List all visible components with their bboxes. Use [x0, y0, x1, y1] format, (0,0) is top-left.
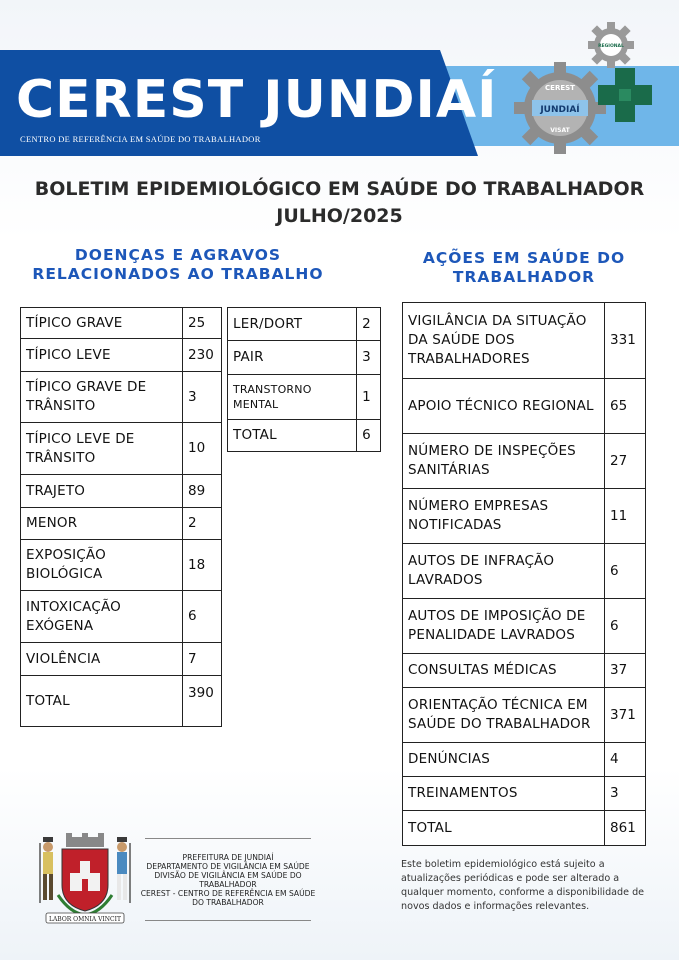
row-value: 230 [183, 339, 222, 372]
table-outros [227, 307, 381, 452]
row-value: 3 [605, 777, 646, 811]
row-value: 3 [183, 372, 222, 423]
table-row-total [403, 811, 646, 846]
table-row [21, 475, 222, 508]
table-row-total [21, 676, 222, 727]
footer-line: DEPARTAMENTO DE VIGILÂNCIA EM SAÚDE [146, 862, 310, 871]
row-value: 6 [605, 599, 646, 654]
table-row [403, 599, 646, 654]
row-label: TOTAL [403, 811, 605, 846]
disclaimer-note: Este boletim epidemiológico está sujeito a atualizações periódicas e pode ser alterado a qualquer momento, conforme a disponibilidade de novos dados e informações relevantes. [401, 859, 645, 912]
footer-line: PREFEITURA DE JUNDIAÍ [182, 853, 274, 862]
row-label: TRANSTORNO MENTAL [228, 375, 357, 420]
right-supporter-icon [117, 837, 130, 903]
row-value: 6 [605, 544, 646, 599]
row-value: 4 [605, 743, 646, 777]
table-row-total [228, 420, 381, 452]
section-title-doencas [20, 246, 336, 284]
table-row [21, 508, 222, 540]
footer-divider-top [145, 838, 311, 839]
table-row [403, 303, 646, 379]
row-label: TRAJETO [21, 475, 183, 508]
regional-label: REGIONAL [598, 44, 624, 49]
gear-bottom-label: VISAT [550, 127, 570, 134]
row-label: VIGILÂNCIA DA SITUAÇÃO DA SAÚDE DOS TRABALHADORES [403, 303, 605, 379]
row-label: INTOXICAÇÃO EXÓGENA [21, 591, 183, 643]
row-label: MENOR [21, 508, 183, 540]
table-row [403, 654, 646, 688]
bulletin-period: JULHO/2025 [276, 205, 403, 227]
row-value: 10 [183, 423, 222, 475]
row-label: VIOLÊNCIA [21, 643, 183, 676]
table-row [228, 308, 381, 341]
row-value: 11 [605, 489, 646, 544]
row-label: DENÚNCIAS [403, 743, 605, 777]
row-label: TÍPICO LEVE DE TRÂNSITO [21, 423, 183, 475]
table-row [403, 544, 646, 599]
bulletin-title: BOLETIM EPIDEMIOLÓGICO EM SAÚDE DO TRABALHADOR [34, 178, 645, 200]
table-row [403, 688, 646, 743]
page-subtitle: CENTRO DE REFERÊNCIA EM SAÚDE DO TRABALHADOR [20, 134, 261, 144]
row-label: TOTAL [21, 676, 183, 727]
footer-institution [138, 853, 318, 907]
table-row [403, 777, 646, 811]
jundiai-coat-of-arms [34, 833, 136, 925]
table-row [228, 341, 381, 375]
row-value: 6 [183, 591, 222, 643]
table-row [21, 339, 222, 372]
row-value: 89 [183, 475, 222, 508]
table-row [228, 375, 381, 420]
section-title-acoes-line2: TRABALHADOR [452, 268, 596, 286]
row-label: TREINAMENTOS [403, 777, 605, 811]
footer-line: DIVISÃO DE VIGILÂNCIA EM SAÚDE DO TRABALHADOR [154, 871, 302, 889]
table-row [21, 591, 222, 643]
row-value: 27 [605, 434, 646, 489]
table-row [21, 540, 222, 591]
row-value: 6 [357, 420, 381, 452]
row-label: AUTOS DE IMPOSIÇÃO DE PENALIDADE LAVRADOS [403, 599, 605, 654]
row-label: AUTOS DE INFRAÇÃO LAVRADOS [403, 544, 605, 599]
row-value: 390 [183, 676, 222, 727]
footer-line: CEREST - CENTRO DE REFERÊNCIA EM SAÚDE DO TRABALHADOR [140, 889, 316, 907]
gear-middle-label: JUNDIAÍ [540, 105, 580, 115]
table-row [21, 372, 222, 423]
row-value: 25 [183, 308, 222, 339]
footer-divider-bottom [145, 920, 311, 921]
page-title: CEREST JUNDIAÍ [16, 70, 498, 130]
table-row [403, 489, 646, 544]
row-label: TÍPICO LEVE [21, 339, 183, 372]
row-label: PAIR [228, 341, 357, 375]
table-row [21, 643, 222, 676]
row-label: APOIO TÉCNICO REGIONAL [403, 379, 605, 434]
row-label: TOTAL [228, 420, 357, 452]
section-title-doencas-line2: RELACIONADOS AO TRABALHO [32, 265, 324, 283]
row-label: TÍPICO GRAVE DE TRÂNSITO [21, 372, 183, 423]
row-label: NÚMERO DE INSPEÇÕES SANITÁRIAS [403, 434, 605, 489]
table-acoes [402, 302, 646, 846]
row-label: NÚMERO EMPRESAS NOTIFICADAS [403, 489, 605, 544]
table-row [21, 423, 222, 475]
row-label: LER/DORT [228, 308, 357, 341]
table-row [403, 743, 646, 777]
row-value: 18 [183, 540, 222, 591]
cerest-gear-logo [514, 62, 606, 154]
gear-top-label: CEREST [545, 84, 575, 92]
left-supporter-icon [40, 837, 53, 903]
table-row [403, 379, 646, 434]
row-value: 37 [605, 654, 646, 688]
health-cross-icon [598, 68, 652, 122]
section-title-doencas-line1: DOENÇAS E AGRAVOS [74, 246, 282, 264]
row-value: 2 [183, 508, 222, 540]
table-row [21, 308, 222, 339]
table-doencas [20, 307, 222, 727]
section-title-acoes-line1: AÇÕES EM SAÚDE DO [422, 249, 626, 267]
row-value: 65 [605, 379, 646, 434]
row-label: CONSULTAS MÉDICAS [403, 654, 605, 688]
row-value: 7 [183, 643, 222, 676]
row-value: 1 [357, 375, 381, 420]
row-label: TÍPICO GRAVE [21, 308, 183, 339]
row-value: 3 [357, 341, 381, 375]
row-value: 861 [605, 811, 646, 846]
row-value: 2 [357, 308, 381, 341]
row-label: ORIENTAÇÃO TÉCNICA EM SAÚDE DO TRABALHADOR [403, 688, 605, 743]
row-value: 371 [605, 688, 646, 743]
row-value: 331 [605, 303, 646, 379]
coat-motto: LABOR OMNIA VINCIT [48, 916, 122, 923]
row-label: EXPOSIÇÃO BIOLÓGICA [21, 540, 183, 591]
table-row [403, 434, 646, 489]
section-title-acoes [402, 249, 646, 287]
